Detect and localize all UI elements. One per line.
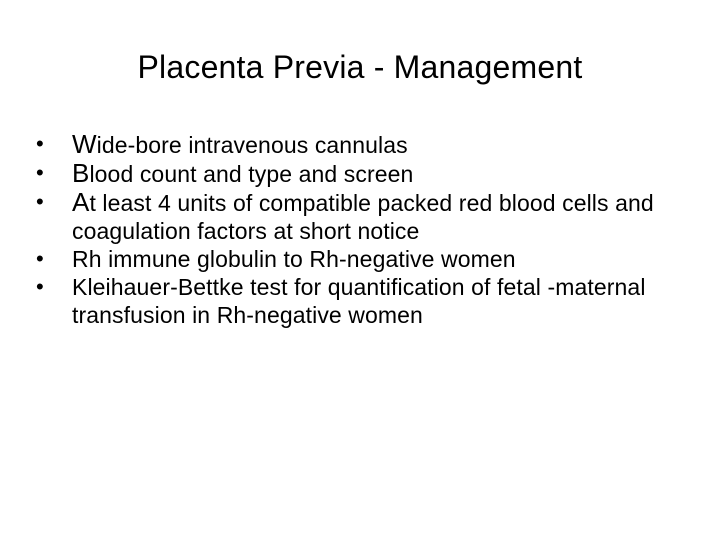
bullet-rest: Kleihauer-Bettke test for quantification of fetal -maternal transfusion in Rh-negative women — [72, 274, 646, 328]
bullet-dot-icon: • — [36, 189, 44, 214]
bullet-text — [72, 187, 654, 244]
bullet-first-letter: W — [72, 129, 97, 159]
bullet-dot-icon: • — [36, 131, 44, 156]
bullet-text — [72, 129, 408, 159]
bullet-item — [36, 245, 696, 273]
bullet-item — [36, 130, 696, 159]
bullet-dot-icon: • — [36, 246, 44, 271]
bullet-rest: Rh immune globulin to Rh-negative women — [72, 246, 516, 272]
bullet-item — [36, 188, 696, 245]
slide-title: Placenta Previa - Management — [137, 49, 583, 85]
bullet-item — [36, 273, 696, 329]
bullet-list — [36, 130, 696, 329]
bullet-first-letter: B — [72, 158, 90, 188]
bullet-dot-icon: • — [36, 160, 44, 185]
bullet-item — [36, 159, 696, 188]
bullet-first-letter: A — [72, 187, 90, 217]
bullet-dot-icon: • — [36, 274, 44, 299]
bullet-text — [72, 274, 646, 328]
bullet-rest: ide-bore intravenous cannulas — [96, 132, 408, 158]
bullet-text — [72, 158, 414, 188]
bullet-rest: t least 4 units of compatible packed red blood cells and coagulation factors at short notice — [72, 190, 654, 244]
bullet-text — [72, 246, 516, 272]
bullet-rest: lood count and type and screen — [89, 161, 414, 187]
